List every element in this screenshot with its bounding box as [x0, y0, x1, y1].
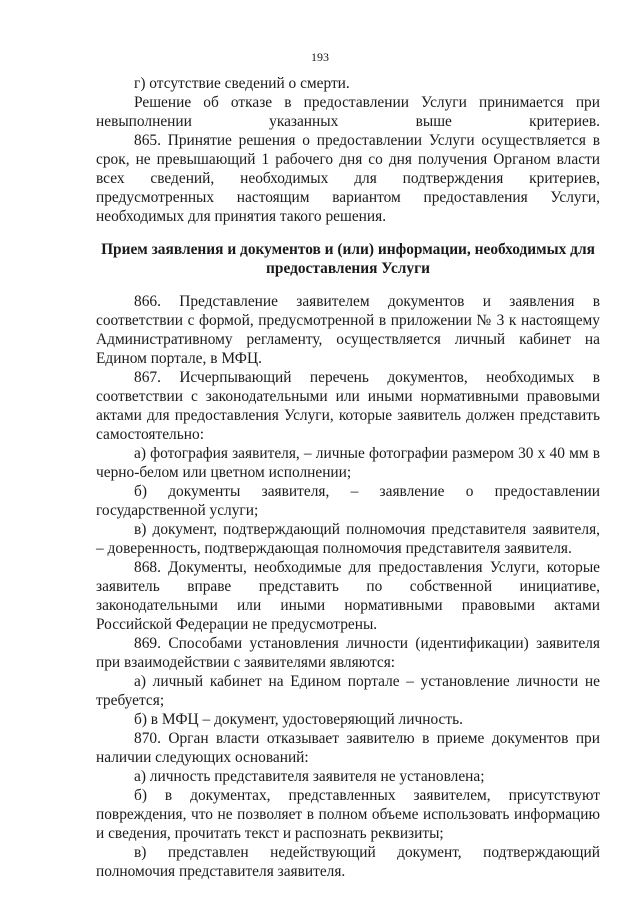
- paragraph-870-b: б) в документах, представленных заявителем, присутствуют повреждения, что не позволяет в полном объеме использовать информацию и сведения, прочитать текст и распознать реквизиты;: [96, 787, 600, 842]
- paragraph-867-v: в) документ, подтверждающий полномочия представителя заявителя, – доверенность, подтверждающая полномочия представителя заявителя.: [96, 521, 600, 557]
- paragraph-criterion-g: г) отсутствие сведений о смерти.: [134, 75, 350, 92]
- paragraph-869: 869. Способами установления личности (идентификации) заявителя при взаимодействии с заявителями являются:: [96, 635, 600, 671]
- paragraph-867-b: б) документы заявителя, – заявление о предоставлении государственной услуги;: [96, 483, 600, 519]
- paragraph-870: 870. Орган власти отказывает заявителю в приеме документов при наличии следующих оснований:: [96, 730, 600, 766]
- paragraph-870-v: в) представлен недействующий документ, подтверждающий полномочия представителя заявителя.: [96, 844, 600, 880]
- paragraph-870-a: а) личность представителя заявителя не установлена;: [134, 768, 485, 785]
- paragraph-867-a: а) фотография заявителя, – личные фотографии размером 30 х 40 мм в черно-белом или цветном исполнении;: [96, 445, 600, 481]
- paragraph-869-a: а) личный кабинет на Едином портале – установление личности не требуется;: [96, 673, 600, 709]
- paragraph-869-b: б) в МФЦ – документ, удостоверяющий личность.: [134, 711, 463, 728]
- document-body: [96, 74, 600, 881]
- paragraph-866: 866. Представление заявителем документов и заявления в соответствии с формой, предусмотренной в приложении № 3 к настоящему Административному регламенту, осуществляется личный кабинет на Едином портале, в МФЦ.: [96, 293, 600, 367]
- section-heading: Прием заявления и документов и (или) информации, необходимых для предоставления Услуги: [101, 241, 595, 277]
- paragraph-refusal-decision: Решение об отказе в предоставлении Услуги принимается при невыполнении указанных выше критериев.: [96, 94, 600, 130]
- paragraph-868: 868. Документы, необходимые для предоставления Услуги, которые заявитель вправе представить по собственной инициативе, законодательными или иными нормативными правовыми актами Российской Федерации не предусмотрены.: [96, 559, 600, 633]
- page-number: 193: [311, 50, 329, 64]
- paragraph-865: 865. Принятие решения о предоставлении Услуги осуществляется в срок, не превышающий 1 рабочего дня со дня получения Органом власти всех сведений, необходимых для подтверждения критериев, предусмотренных настоящим вариантом предоставления Услуги, необходимых для принятия такого решения.: [96, 132, 600, 225]
- paragraph-867: 867. Исчерпывающий перечень документов, необходимых в соответствии с законодательными или иными нормативными правовыми актами для предоставления Услуги, которые заявитель должен представить самостоятельно:: [96, 369, 600, 443]
